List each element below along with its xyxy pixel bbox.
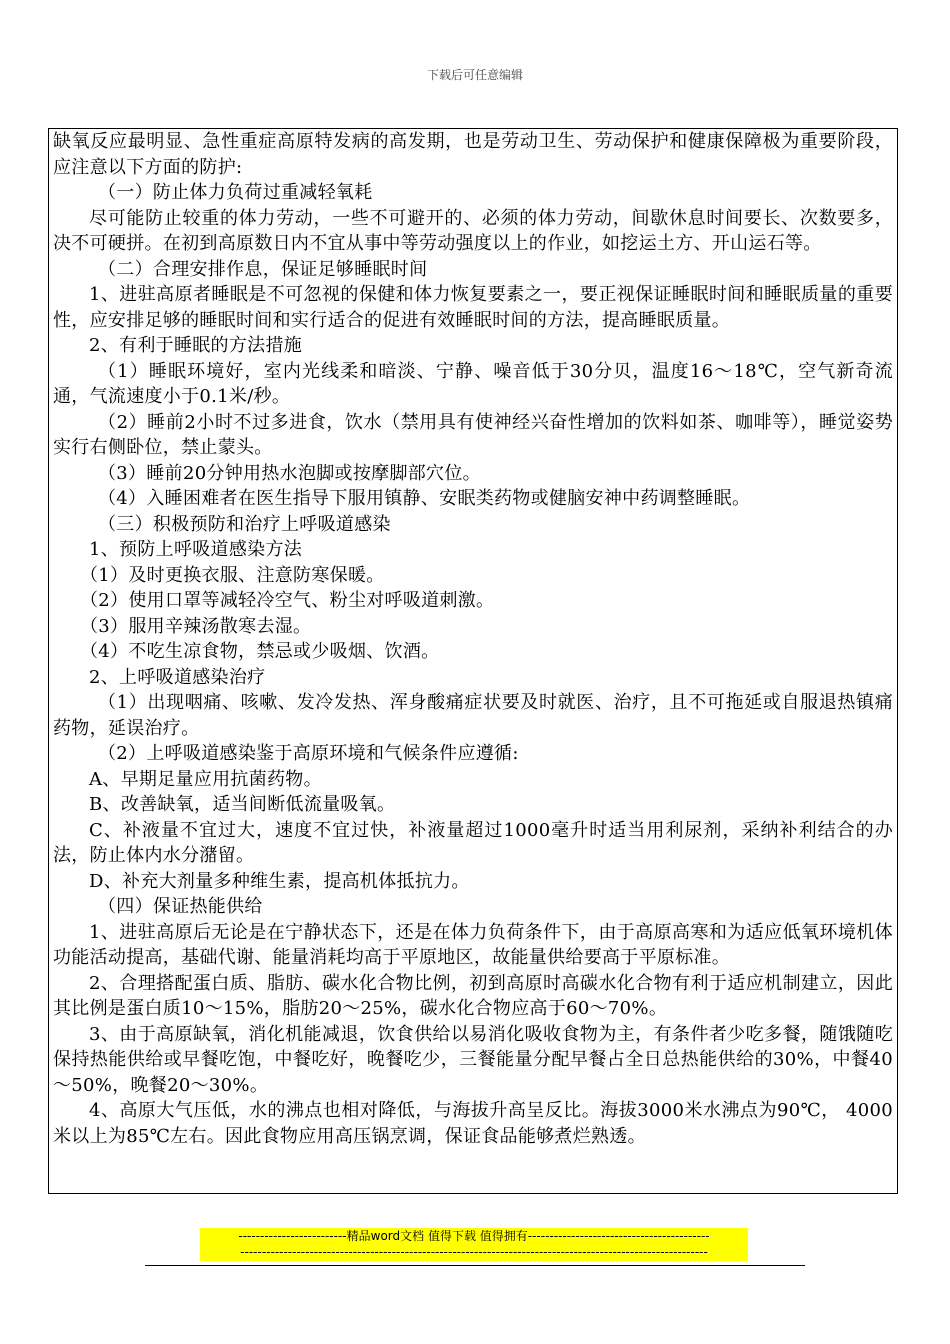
footer-divider: [145, 1265, 805, 1266]
paragraph: （3）睡前20分钟用热水泡脚或按摩脚部穴位。: [98, 462, 481, 484]
paragraph: 缺氧反应最明显、急性重症高原特发病的高发期，也是劳动卫生、劳动保护和健康保障极为重要阶段，应注意以下方面的防护:: [53, 131, 893, 178]
paragraph: （4）入睡困难者在医生指导下服用镇静、安眠类药物或健脑安神中药调整睡眠。: [98, 488, 751, 509]
paragraph: 1、预防上呼吸道感染方法: [89, 539, 303, 560]
header-note: 下载后可任意编辑: [426, 68, 523, 82]
paragraph: （3）服用辛辣汤散寒去湿。: [80, 615, 312, 637]
paragraph: 2、有利于睡眠的方法措施: [89, 335, 303, 356]
paragraph: C、补液量不宜过大，速度不宜过快，补液量超过1000毫升时适当用利尿剂，采纳补利结合的办法，防止体内水分潴留。: [53, 819, 893, 866]
paragraph: 2、合理搭配蛋白质、脂肪、碳水化合物比例，初到高原时高碳水化合物有利于适应机制建立，因此其比例是蛋白质10～15%，脂肪20～25%，碳水化合物应高于60～70%。: [53, 972, 893, 1019]
paragraph: （三）积极预防和治疗上呼吸道感染: [98, 513, 391, 535]
paragraph: A、早期足量应用抗菌药物。: [89, 768, 322, 790]
footer-banner: [200, 1228, 748, 1261]
paragraph: 3、由于高原缺氧，消化机能减退，饮食供给以易消化吸收食物为主，有条件者少吃多餐，随饿随吃保持热能供给或早餐吃饱，中餐吃好，晚餐吃少，三餐能量分配早餐占全日总热能供给的30%，中餐40～50%，晚餐20～30%。: [53, 1023, 893, 1096]
paragraph: B、改善缺氧，适当间断低流量吸氧。: [89, 794, 396, 815]
paragraph: 1、进驻高原者睡眠是不可忽视的保健和体力恢复要素之一，要正视保证睡眠时间和睡眠质量的重要性，应安排足够的睡眠时间和实行适合的促进有效睡眠时间的方法，提高睡眠质量。: [53, 284, 893, 331]
content-box: [48, 128, 898, 1194]
paragraph: （1）睡眠环境好，室内光线柔和暗淡、宁静、噪音低于30分贝，温度16～18℃，空气新奇流通，气流速度小于0.1米/秒。: [53, 360, 893, 407]
paragraph: 尽可能防止较重的体力劳动，一些不可避开的、必须的体力劳动，间歇休息时间要长、次数要多，决不可硬拼。在初到高原数日内不宜从事中等劳动强度以上的作业，如挖运土方、开山运石等。: [53, 207, 893, 254]
footer-banner-line-2: ------------------------------------------------------------------------------------------------------------: [240, 1245, 708, 1259]
paragraph: （四）保证热能供给: [98, 896, 263, 917]
footer-banner-line-1: -------------------------精品word文档 值得下载 值得拥有------------------------------------------: [238, 1229, 710, 1243]
paragraph: D、补充大剂量多种维生素，提高机体抵抗力。: [89, 870, 470, 892]
paragraph: （2）睡前2小时不过多进食，饮水（禁用具有使神经兴奋性增加的饮料如茶、咖啡等），睡觉姿势实行右侧卧位，禁止蒙头。: [53, 411, 893, 458]
paragraph: （2）使用口罩等减轻冷空气、粉尘对呼吸道刺激。: [80, 590, 495, 611]
paragraph: （2）上呼吸道感染鉴于高原环境和气候条件应遵循:: [98, 743, 519, 764]
paragraph: （一）防止体力负荷过重减轻氧耗: [98, 182, 373, 203]
paragraph: （1）及时更换衣服、注意防寒保暖。: [80, 564, 385, 586]
paragraph: （4）不吃生凉食物，禁忌或少吸烟、饮酒。: [80, 641, 440, 662]
paragraph: 1、进驻高原后无论是在宁静状态下，还是在体力负荷条件下，由于高原高寒和为适应低氧环境机体功能活动提高，基础代谢、能量消耗均高于平原地区，故能量供给要高于平原标准。: [53, 921, 893, 968]
paragraph: （二）合理安排作息，保证足够睡眠时间: [98, 258, 428, 280]
paragraph: 2、上呼吸道感染治疗: [89, 666, 266, 688]
paragraph: （1）出现咽痛、咳嗽、发冷发热、浑身酸痛症状要及时就医、治疗，且不可拖延或自服退热镇痛药物，延误治疗。: [53, 692, 893, 739]
paragraph: 4、高原大气压低，水的沸点也相对降低，与海拔升高呈反比。海拔3000米水沸点为90℃， 4000米以上为85℃左右。因此食物应用高压锅烹调，保证食品能够煮烂熟透。: [53, 1100, 893, 1147]
